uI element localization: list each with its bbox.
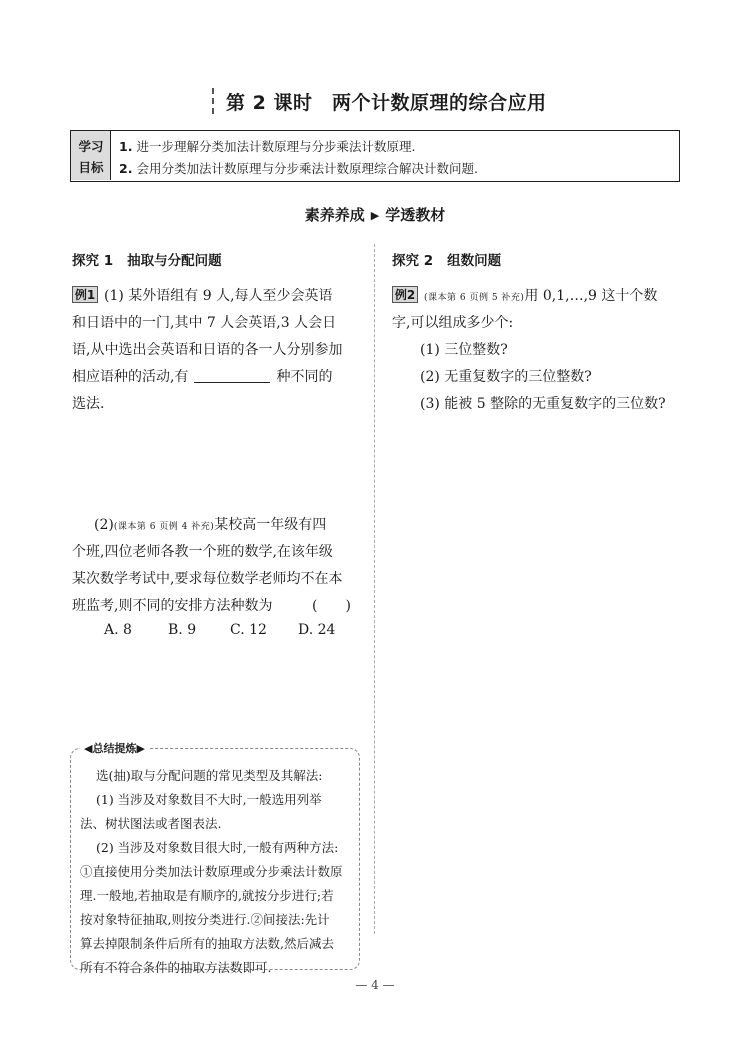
explore1-label: 探究 1 [72,253,114,269]
option-a[interactable]: A. 8 [104,622,132,638]
answer-blank[interactable] [194,368,270,383]
summary-line: (1) 当涉及对象数目不大时,一般选用列举 [96,792,322,807]
answer-bracket[interactable]: ( ) [312,598,351,614]
example2-item: (2) 无重复数字的三位整数? [420,369,592,385]
example1-line: 语,从中选出会英语和日语的各一人分别参加 [72,342,343,358]
lesson-title: 第 2 课时 两个计数原理的综合应用 [226,92,547,114]
part2-text: 某校高一年级有四 [214,517,327,533]
explore1-title: 抽取与分配问题 [127,253,222,269]
goal-number: 2. [119,161,133,176]
summary-line: (2) 当涉及对象数目很大时,一般有两种方法: [96,840,339,855]
example1-part2-line: 某次数学考试中,要求每位数学老师均不在本 [72,571,343,587]
explore2-label: 探究 2 [392,253,434,269]
textbook-note: (课本第 6 页例 5 补充) [424,293,525,303]
explore2-title: 组数问题 [447,253,502,269]
title-divider [212,88,214,114]
example2-text: 用 0,1,…,9 这十个数 [524,288,658,304]
option-c[interactable]: C. 12 [230,622,267,638]
summary-line: 按对象特征抽取,则按分类进行.②间接法:先计 [80,912,330,927]
summary-line: 法、树状图法或者图表法. [80,816,222,831]
section-header [0,204,750,225]
example1-line: 和日语中的一门,其中 7 人会英语,3 人会日 [72,315,337,331]
summary-line: 理.一般地,若抽取是有顺序的,就按分步进行;若 [80,888,334,903]
example2-line [392,285,657,305]
example2-item: (3) 能被 5 整除的无重复数字的三位数? [420,396,666,412]
goals-label-line1: 学习 [78,139,104,154]
section-header-right: 学透教材 [385,206,446,224]
summary-line: 所有不符合条件的抽取方法数即可. [80,960,272,975]
textbook-note: (课本第 6 页例 4 补充) [113,522,215,532]
summary-line: 选(抽)取与分配问题的常见类型及其解法: [96,768,323,783]
learning-goals-box [70,130,680,182]
summary-line: ①直接使用分类加法计数原理或分步乘法计数原 [80,864,343,879]
goals-label-line2: 目标 [78,160,104,175]
example2-line: 字,可以组成多少个: [392,315,514,331]
example1-badge: 例1 [72,286,98,303]
goal-text: 会用分类加法计数原理与分步乘法计数原理综合解决计数问题. [136,161,478,176]
section-header-left: 素养养成 [304,206,365,224]
example1-text: (1) 某外语组有 9 人,每人至少会英语 [104,288,333,304]
option-d[interactable]: D. 24 [298,622,336,638]
example1-part2-line [94,514,326,534]
explore2-heading [392,249,515,269]
example1-line: 选法. [72,396,105,412]
goal-item [119,137,415,155]
summary-tag: ◀总结提炼▶ [80,740,149,756]
explore1-heading [72,249,236,269]
column-divider [374,244,375,934]
option-b[interactable]: B. 9 [168,622,197,638]
example1-line [72,285,333,305]
goal-text: 进一步理解分类加法计数原理与分步乘法计数原理. [136,139,416,154]
example1-text: 相应语种的活动,有 [72,369,189,385]
example2-item: (1) 三位整数? [420,342,508,358]
example1-part2-line: 班监考,则不同的安排方法种数为 [72,598,273,614]
arrow-right-icon: ▶ [370,209,380,222]
part2-prefix: (2) [94,517,114,533]
goals-label-cell [71,131,111,180]
page-number: — 4 — [355,978,395,992]
example1-line [72,366,332,386]
summary-line: 算去掉限制条件后所有的抽取方法数,然后减去 [80,936,334,951]
example1-text: 种不同的 [276,369,333,385]
goal-item [119,159,478,177]
example2-badge: 例2 [392,286,418,303]
example1-part2-line: 个班,四位老师各教一个班的数学,在该年级 [72,544,333,560]
goal-number: 1. [119,139,133,154]
